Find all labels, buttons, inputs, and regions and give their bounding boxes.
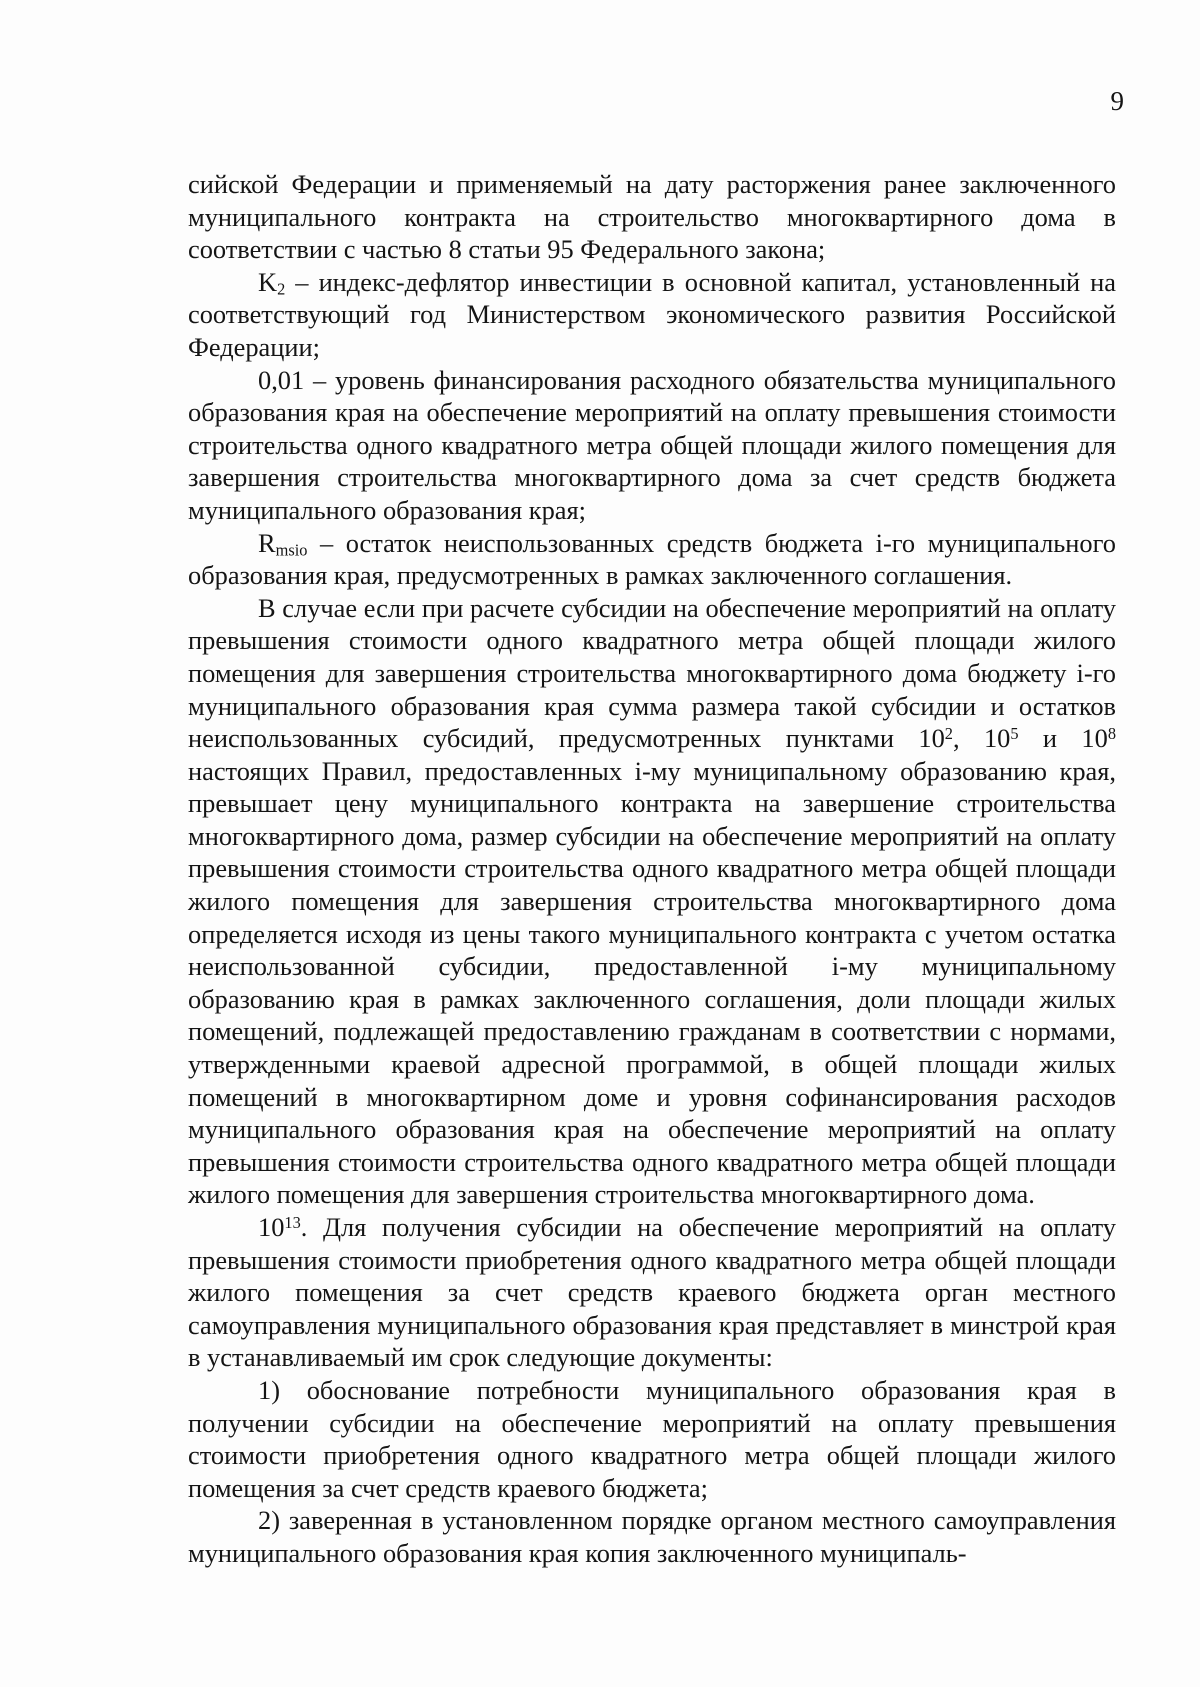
clause-number-sup: 13: [284, 1213, 301, 1233]
subsidy-case-sup-2: 5: [1010, 724, 1019, 744]
clause-number: 10: [258, 1212, 285, 1242]
paragraph-funding-level: 0,01 – уровень финансирования расходного обязательства муниципального образования края на обеспечение мероприятий на оплату превышения стоимости строительства одного квадратного метра общей площади жилого помещения для завершения строительства многоквартирного дома за счет средств бюджета муниципального образования края;: [188, 364, 1116, 525]
subsidy-case-text-c: и 10: [1018, 723, 1108, 754]
rmsio-subscript: msio: [275, 540, 308, 560]
subsidy-case-text-a: В случае если при расчете субсидии на обеспечение мероприятий на оплату превышения стоимости одного квадратного метра общей площади жилого помещения для завершения строительства многоквартирного дома бюджету i-го муниципального образования края сумма размера такой субсидии и остатков неиспользованных субсидий, предусмотренных пунктами 10: [188, 592, 1116, 754]
rmsio-text: – остаток неиспользованных средств бюджета i-го муниципального образования края, предусмотренных в рамках заключенного соглашения.: [188, 527, 1116, 591]
subsidy-case-text-b: , 10: [952, 723, 1011, 754]
paragraph-k2-definition: [188, 266, 1116, 364]
paragraph-item-2: 2) заверенная в установленном порядке органом местного самоуправления муниципального образования края копия заключенного муниципаль-: [188, 1505, 1116, 1568]
k2-text: – индекс-дефлятор инвестиции в основной капитал, установленный на соответствующий год Министерством экономического развития Российской Федерации;: [188, 266, 1116, 362]
clause-text: . Для получения субсидии на обеспечение мероприятий на оплату превышения стоимости приобретения одного квадратного метра общей площади жилого помещения за счет средств краевого бюджета орган местного самоуправления муниципального образования края представляет в минстрой края в устанавливаемый им срок следующие документы:: [188, 1212, 1116, 1373]
paragraph-continuation: сийской Федерации и применяемый на дату расторжения ранее заключенного муниципального контракта на строительство многоквартирного дома в соответствии с частью 8 статьи 95 Федерального закона;: [188, 169, 1116, 265]
subsidy-case-text-d: настоящих Правил, предоставленных i-му муниципальному образованию края, превышает цену муниципального контракта на завершение строительства многоквартирного дома, размер субсидии на обеспечение мероприятий на оплату превышения стоимости строительства одного квадратного метра общей площади жилого помещения для завершения строительства многоквартирного дома определяется исходя из цены такого муниципального контракта с учетом остатка неиспользованной субсидии, предоставленной i-му муниципальному образованию края в рамках заключенного соглашения, доли площади жилых помещений, подлежащей предоставлению гражданам в соответствии с нормами, утвержденными краевой адресной программой, в общей площади жилых помещений в многоквартирном доме и уровня софинансирования расходов муниципального образования края на обеспечение мероприятий на оплату превышения стоимости строительства одного квадратного метра общей площади жилого помещения для завершения строительства многоквартирного дома.: [188, 755, 1116, 1210]
paragraph-subsidy-case: [188, 592, 1116, 1211]
paragraph-item-1: 1) обоснование потребности муниципального образования края в получении субсидии на обеспечение мероприятий на оплату превышения стоимости приобретения одного квадратного метра общей площади жилого помещения за счет средств краевого бюджета;: [188, 1374, 1116, 1503]
subsidy-case-sup-1: 2: [944, 724, 953, 744]
paragraph-rmsio-definition: [188, 527, 1116, 592]
paragraph-clause-10-13: [188, 1211, 1116, 1374]
document-body: [188, 168, 1116, 1570]
k2-symbol: K: [258, 266, 278, 297]
subsidy-case-sup-3: 8: [1107, 724, 1116, 744]
k2-subscript: 2: [277, 279, 286, 299]
rmsio-symbol: R: [258, 527, 276, 558]
page-number: 9: [1110, 86, 1124, 116]
